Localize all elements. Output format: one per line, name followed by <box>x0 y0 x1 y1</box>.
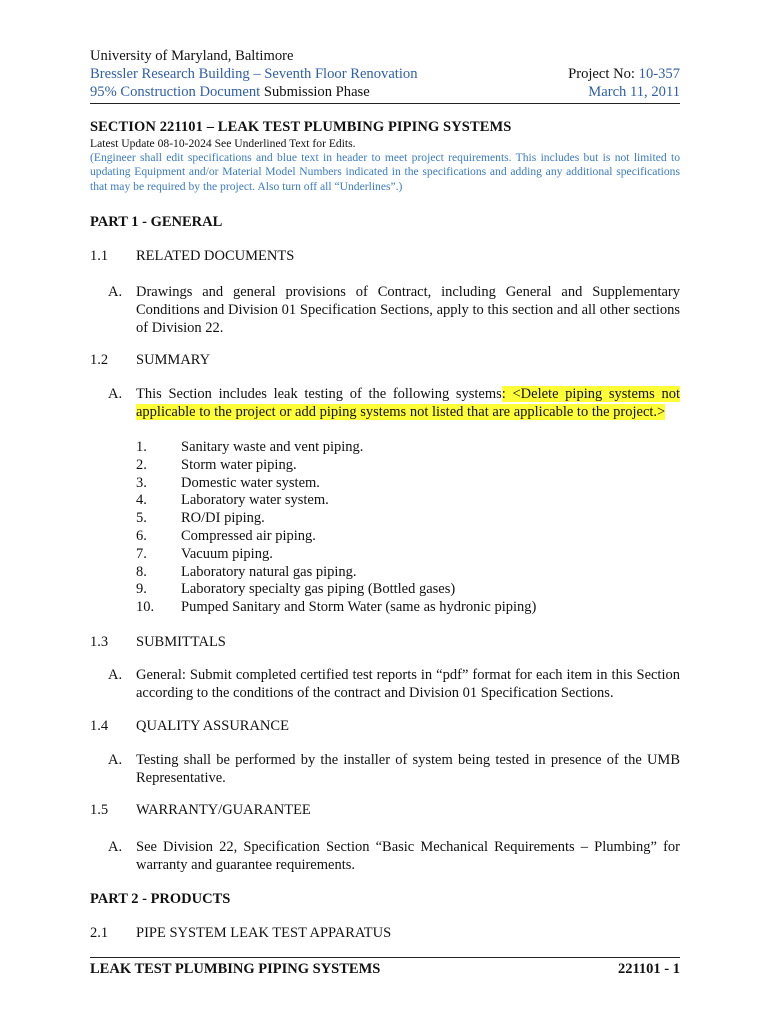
systems-list <box>136 439 680 617</box>
article-1-4-title: QUALITY ASSURANCE <box>136 718 289 734</box>
list-item: 3. Domestic water system. <box>136 474 320 491</box>
list-item: 10. Pumped Sanitary and Storm Water (same as hydronic piping) <box>136 599 537 616</box>
project-no-label: Project No: <box>568 66 639 82</box>
header-phase-rest: Submission Phase <box>260 84 370 100</box>
article-1-1-number: 1.1 <box>90 248 109 264</box>
article-1-3-a-text: General: Submit completed certified test reports in “pdf” format for each item in this Section according to the conditions of the contract and Division 01 Specification Sections. <box>136 667 680 701</box>
footer-divider <box>90 957 680 958</box>
article-1-3-title: SUBMITTALS <box>136 634 226 650</box>
article-1-5-number: 1.5 <box>90 802 109 818</box>
article-1-5-a-letter: A. <box>108 839 123 855</box>
list-item: 7. Vacuum piping. <box>136 545 273 562</box>
header-project-no <box>568 65 680 83</box>
page-number: 221101 - 1 <box>617 961 680 977</box>
list-item: 2. Storm water piping. <box>136 456 297 473</box>
article-1-1-title: RELATED DOCUMENTS <box>136 248 295 264</box>
section-update: Latest Update 08-10-2024 See Underlined Text for Edits. <box>90 137 356 150</box>
article-1-4-a-letter: A. <box>108 752 123 768</box>
part1-title: PART 1 - GENERAL <box>90 214 223 230</box>
header-divider <box>90 103 680 104</box>
article-1-2-a-text <box>136 385 680 421</box>
list-item: 6. Compressed air piping. <box>136 527 316 544</box>
article-1-5-title: WARRANTY/GUARANTEE <box>136 802 311 818</box>
list-item: 5. RO/DI piping. <box>136 510 265 527</box>
article-1-4-a-text: Testing shall be performed by the installer of system being tested in presence of the UMB Representative. <box>136 752 680 786</box>
article-1-2-title: SUMMARY <box>136 352 211 368</box>
list-item: 8. Laboratory natural gas piping. <box>136 563 357 580</box>
list-item: 1. Sanitary waste and vent piping. <box>136 439 364 455</box>
header-project-name: Bressler Research Building – Seventh Floor Renovation <box>90 66 418 82</box>
engineer-note: (Engineer shall edit specifications and blue text in header to meet project requirements. This includes but is not limited to updating Equipment and/or Material Model Numbers indicated in the specifications and adding any additional specifications that may be required by the project. Also turn off all “Underlines”.) <box>90 151 680 193</box>
part2-title: PART 2 - PRODUCTS <box>90 891 231 907</box>
article-1-2-a-highlight: : <Delete piping systems not applicable to the project or add piping systems not listed that are applicable to the project.> <box>136 386 680 420</box>
article-1-2-a-letter: A. <box>108 386 123 402</box>
article-1-1-a-text: Drawings and general provisions of Contract, including General and Supplementary Conditions and Division 01 Specification Sections, apply to this section and all other sections of Division 22. <box>136 284 680 336</box>
header-date: March 11, 2011 <box>588 84 680 100</box>
header-phase-blue: 95% Construction Document <box>90 84 261 100</box>
header-institution: University of Maryland, Baltimore <box>90 48 294 64</box>
list-item: 9. Laboratory specialty gas piping (Bottled gases) <box>136 581 456 598</box>
footer-title: LEAK TEST PLUMBING PIPING SYSTEMS <box>90 961 381 977</box>
article-1-3-a-letter: A. <box>108 667 123 683</box>
article-1-4-number: 1.4 <box>90 718 109 734</box>
article-2-1-number: 2.1 <box>90 925 109 941</box>
article-1-2-a-plain: This Section includes leak testing of the following systems <box>136 386 502 402</box>
list-item: 4. Laboratory water system. <box>136 492 329 509</box>
article-2-1-title: PIPE SYSTEM LEAK TEST APPARATUS <box>136 925 392 941</box>
project-no-value: 10-357 <box>638 66 680 82</box>
header-phase <box>90 83 370 101</box>
article-1-1-a-letter: A. <box>108 284 123 300</box>
section-title: SECTION 221101 – LEAK TEST PLUMBING PIPING SYSTEMS <box>90 119 512 135</box>
article-1-2-number: 1.2 <box>90 352 109 368</box>
article-1-3-number: 1.3 <box>90 634 109 650</box>
article-1-5-a-text: See Division 22, Specification Section “Basic Mechanical Requirements – Plumbing” for warranty and guarantee requirements. <box>136 839 680 873</box>
